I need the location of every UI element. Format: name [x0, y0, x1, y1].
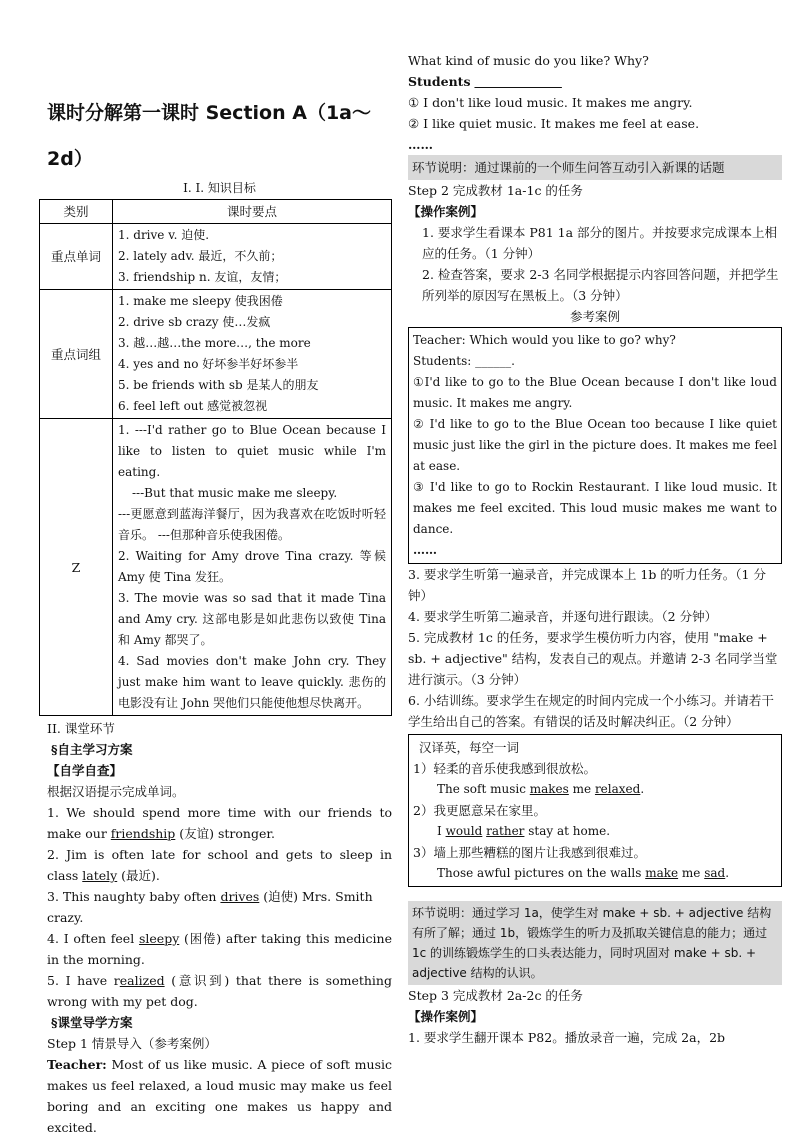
question: What kind of music do you like? Why? — [408, 53, 649, 68]
answer: ealized — [119, 973, 165, 988]
table-item: 2. lately adv. 最近，不久前； — [118, 249, 283, 263]
student-answer: ② I like quiet music. It makes me feel at ease. — [408, 116, 700, 131]
self-study-heading: §自主学习方案 — [51, 742, 133, 757]
note-box: 环节说明：通过学习 1a，使学生对 make + sb. + adjective 结构有所了解；通过 1b，锻炼学生的听力及抓取关键信息的能力；通过 1c 的训练锻炼学生的口头表达能力，同时巩固对 make + sb. + adjective 结构的认识。 — [408, 901, 782, 985]
reference-line: ③ I'd like to go to Rockin Restaurant. I like loud music. It makes me feel excited. This loud music makes me want to dance. — [413, 480, 777, 536]
self-check-heading: 【自学自查】 — [47, 763, 123, 778]
exercise-item: 3. This naughty baby often drives (迫使) Mrs. Smith crazy. — [47, 889, 373, 925]
table-item: ---But that music make me sleepy. — [132, 486, 338, 500]
answer: friendship — [110, 826, 176, 841]
ellipsis: …… — [408, 137, 433, 152]
operation-item: 1. 要求学生翻开课本 P82。播放录音一遍，完成 2a，2b — [408, 1030, 726, 1045]
reference-line: Students: ______. — [413, 354, 515, 368]
step-heading: Step 2 完成教材 1a-1c 的任务 — [408, 183, 583, 198]
translation-en: The soft music makes me relaxed. — [437, 782, 645, 796]
reference-line: …… — [413, 543, 437, 557]
operation-item: 2. 检查答案，要求 2-3 名同学根据提示内容回答问题，并把学生所列举的原因写在黑板上。（3 分钟） — [422, 267, 779, 303]
table-cell-category: Z — [40, 419, 113, 716]
guide-plan-heading: §课堂导学方案 — [51, 1015, 133, 1030]
section-heading: II. 课堂环节 — [47, 721, 115, 736]
table-item: 2. Waiting for Amy drove Tina crazy. 等候Amy 使 Tina 发狂。 — [118, 549, 386, 584]
exercise-item: 1. We should spend more time with our friends to make our friendship (友谊) stronger. — [47, 805, 392, 841]
note-box: 环节说明：通过课前的一个师生问答互动引入新课的话题 — [408, 155, 782, 180]
reference-line: ② I'd like to go to the Blue Ocean too because I like quiet music just like the girl in the picture does. It makes me feel at ease. — [413, 417, 777, 473]
objectives-table — [39, 199, 392, 716]
table-item: 5. be friends with sb 是某人的朋友 — [118, 378, 319, 392]
translation-en: Those awful pictures on the walls make me sad. — [437, 866, 730, 880]
table-header-category: 类别 — [40, 200, 113, 224]
translation-cn: 1）轻柔的音乐使我感到很放松。 — [413, 761, 596, 776]
table-item: 3. 越…越…the more…, the more — [118, 336, 311, 350]
table-item: 1. drive v. 迫使. — [118, 228, 210, 242]
table-item: 4. yes and no 好坏参半好坏参半 — [118, 357, 299, 371]
table-item: 3. The movie was so sad that it made Tina and Amy cry. 这部电影是如此悲伤以致使 Tina 和 Amy 都哭了。 — [118, 591, 386, 647]
table-cell-category: 重点单词 — [40, 224, 113, 290]
table-row — [40, 224, 392, 290]
operation-item: 5. 完成教材 1c 的任务，要求学生模仿听力内容，使用 "make + sb. + adjective" 结构，发表自己的观点。并邀请 2-3 名同学当堂进行演示。（3 分钟） — [408, 630, 778, 687]
table-item: 1. ---I'd rather go to Blue Ocean because I like to listen to quiet music while I'm eating. — [118, 423, 386, 479]
reference-heading: 参考案例 — [569, 309, 620, 324]
operation-item: 3. 要求学生听第一遍录音，并完成课本上 1b 的听力任务。（1 分钟） — [408, 567, 766, 603]
translation-box — [408, 734, 782, 887]
table-item: 4. Sad movies don't make John cry. They just make him want to leave quickly. 悲伤的电影没有让 John 哭他们只能使他想尽快离开。 — [118, 654, 386, 710]
step-heading: Step 1 情景导入（参考案例） — [47, 1036, 217, 1051]
exercise-item: 2. Jim is often late for school and gets to sleep in class lately (最近). — [47, 847, 392, 883]
answer: sleepy — [138, 931, 180, 946]
teacher-paragraph: Teacher: Most of us like music. A piece of soft music makes us feel relaxed, a loud music may make us feel boring and an exciting one makes us happy and excited. — [47, 1057, 392, 1135]
table-item: 2. drive sb crazy 使…发疯 — [118, 315, 271, 329]
reference-line: ①I'd like to go to the Blue Ocean because I don't like loud music. It makes me angry. — [413, 375, 777, 410]
table-header-points: 课时要点 — [113, 200, 392, 224]
translation-heading: 汉译英，每空一词 — [419, 740, 520, 755]
operation-heading: 【操作案例】 — [408, 204, 484, 219]
objectives-heading: I. I. 知识目标 — [183, 181, 256, 195]
instruction: 根据汉语提示完成单词。 — [47, 784, 185, 799]
answer: drives — [220, 889, 260, 904]
exercise-item: 4. I often feel sleepy (困倦) after taking this medicine in the morning. — [47, 931, 392, 967]
translation-en: I would rather stay at home. — [437, 824, 611, 838]
student-answer: ① I don't like loud music. It makes me angry. — [408, 95, 693, 110]
table-row — [40, 290, 392, 419]
answer: lately — [82, 868, 118, 883]
page-title: 课时分解第一课时 Section A（1a～2d） — [47, 102, 371, 170]
table-row — [40, 419, 392, 716]
operation-heading: 【操作案例】 — [408, 1009, 484, 1024]
operation-item: 6. 小结训练。要求学生在规定的时间内完成一个小练习。并请若干学生给出自己的答案。有错误的话及时解决纠正。（2 分钟） — [408, 693, 774, 729]
right-column — [408, 50, 782, 1048]
table-cell-category: 重点词组 — [40, 290, 113, 419]
table-item: ---更愿意到蓝海洋餐厅，因为我喜欢在吃饭时听轻音乐。 ---但那种音乐使我困倦。 — [118, 507, 386, 542]
table-item: 3. friendship n. 友谊，友情； — [118, 270, 287, 284]
reference-line: Teacher: Which would you like to go? why? — [413, 333, 676, 347]
reference-box — [408, 327, 782, 564]
exercise-item: 5. I have realized (意识到) that there is something wrong with my pet dog. — [47, 973, 392, 1009]
table-header-row — [40, 200, 392, 224]
operation-item: 4. 要求学生听第二遍录音，并逐句进行跟读。（2 分钟） — [408, 609, 718, 624]
left-column — [47, 90, 392, 1138]
table-item: 1. make me sleepy 使我困倦 — [118, 294, 283, 308]
operation-item: 1. 要求学生看课本 P81 1a 部分的图片。并按要求完成课本上相应的任务。（1 分钟） — [422, 225, 778, 261]
table-item: 6. feel left out 感觉被忽视 — [118, 399, 268, 413]
translation-cn: 2）我更愿意呆在家里。 — [413, 803, 546, 818]
students-line: Students — [408, 74, 471, 89]
translation-cn: 3）墙上那些糟糕的图片让我感到很难过。 — [413, 845, 646, 860]
step-heading: Step 3 完成教材 2a-2c 的任务 — [408, 988, 583, 1003]
